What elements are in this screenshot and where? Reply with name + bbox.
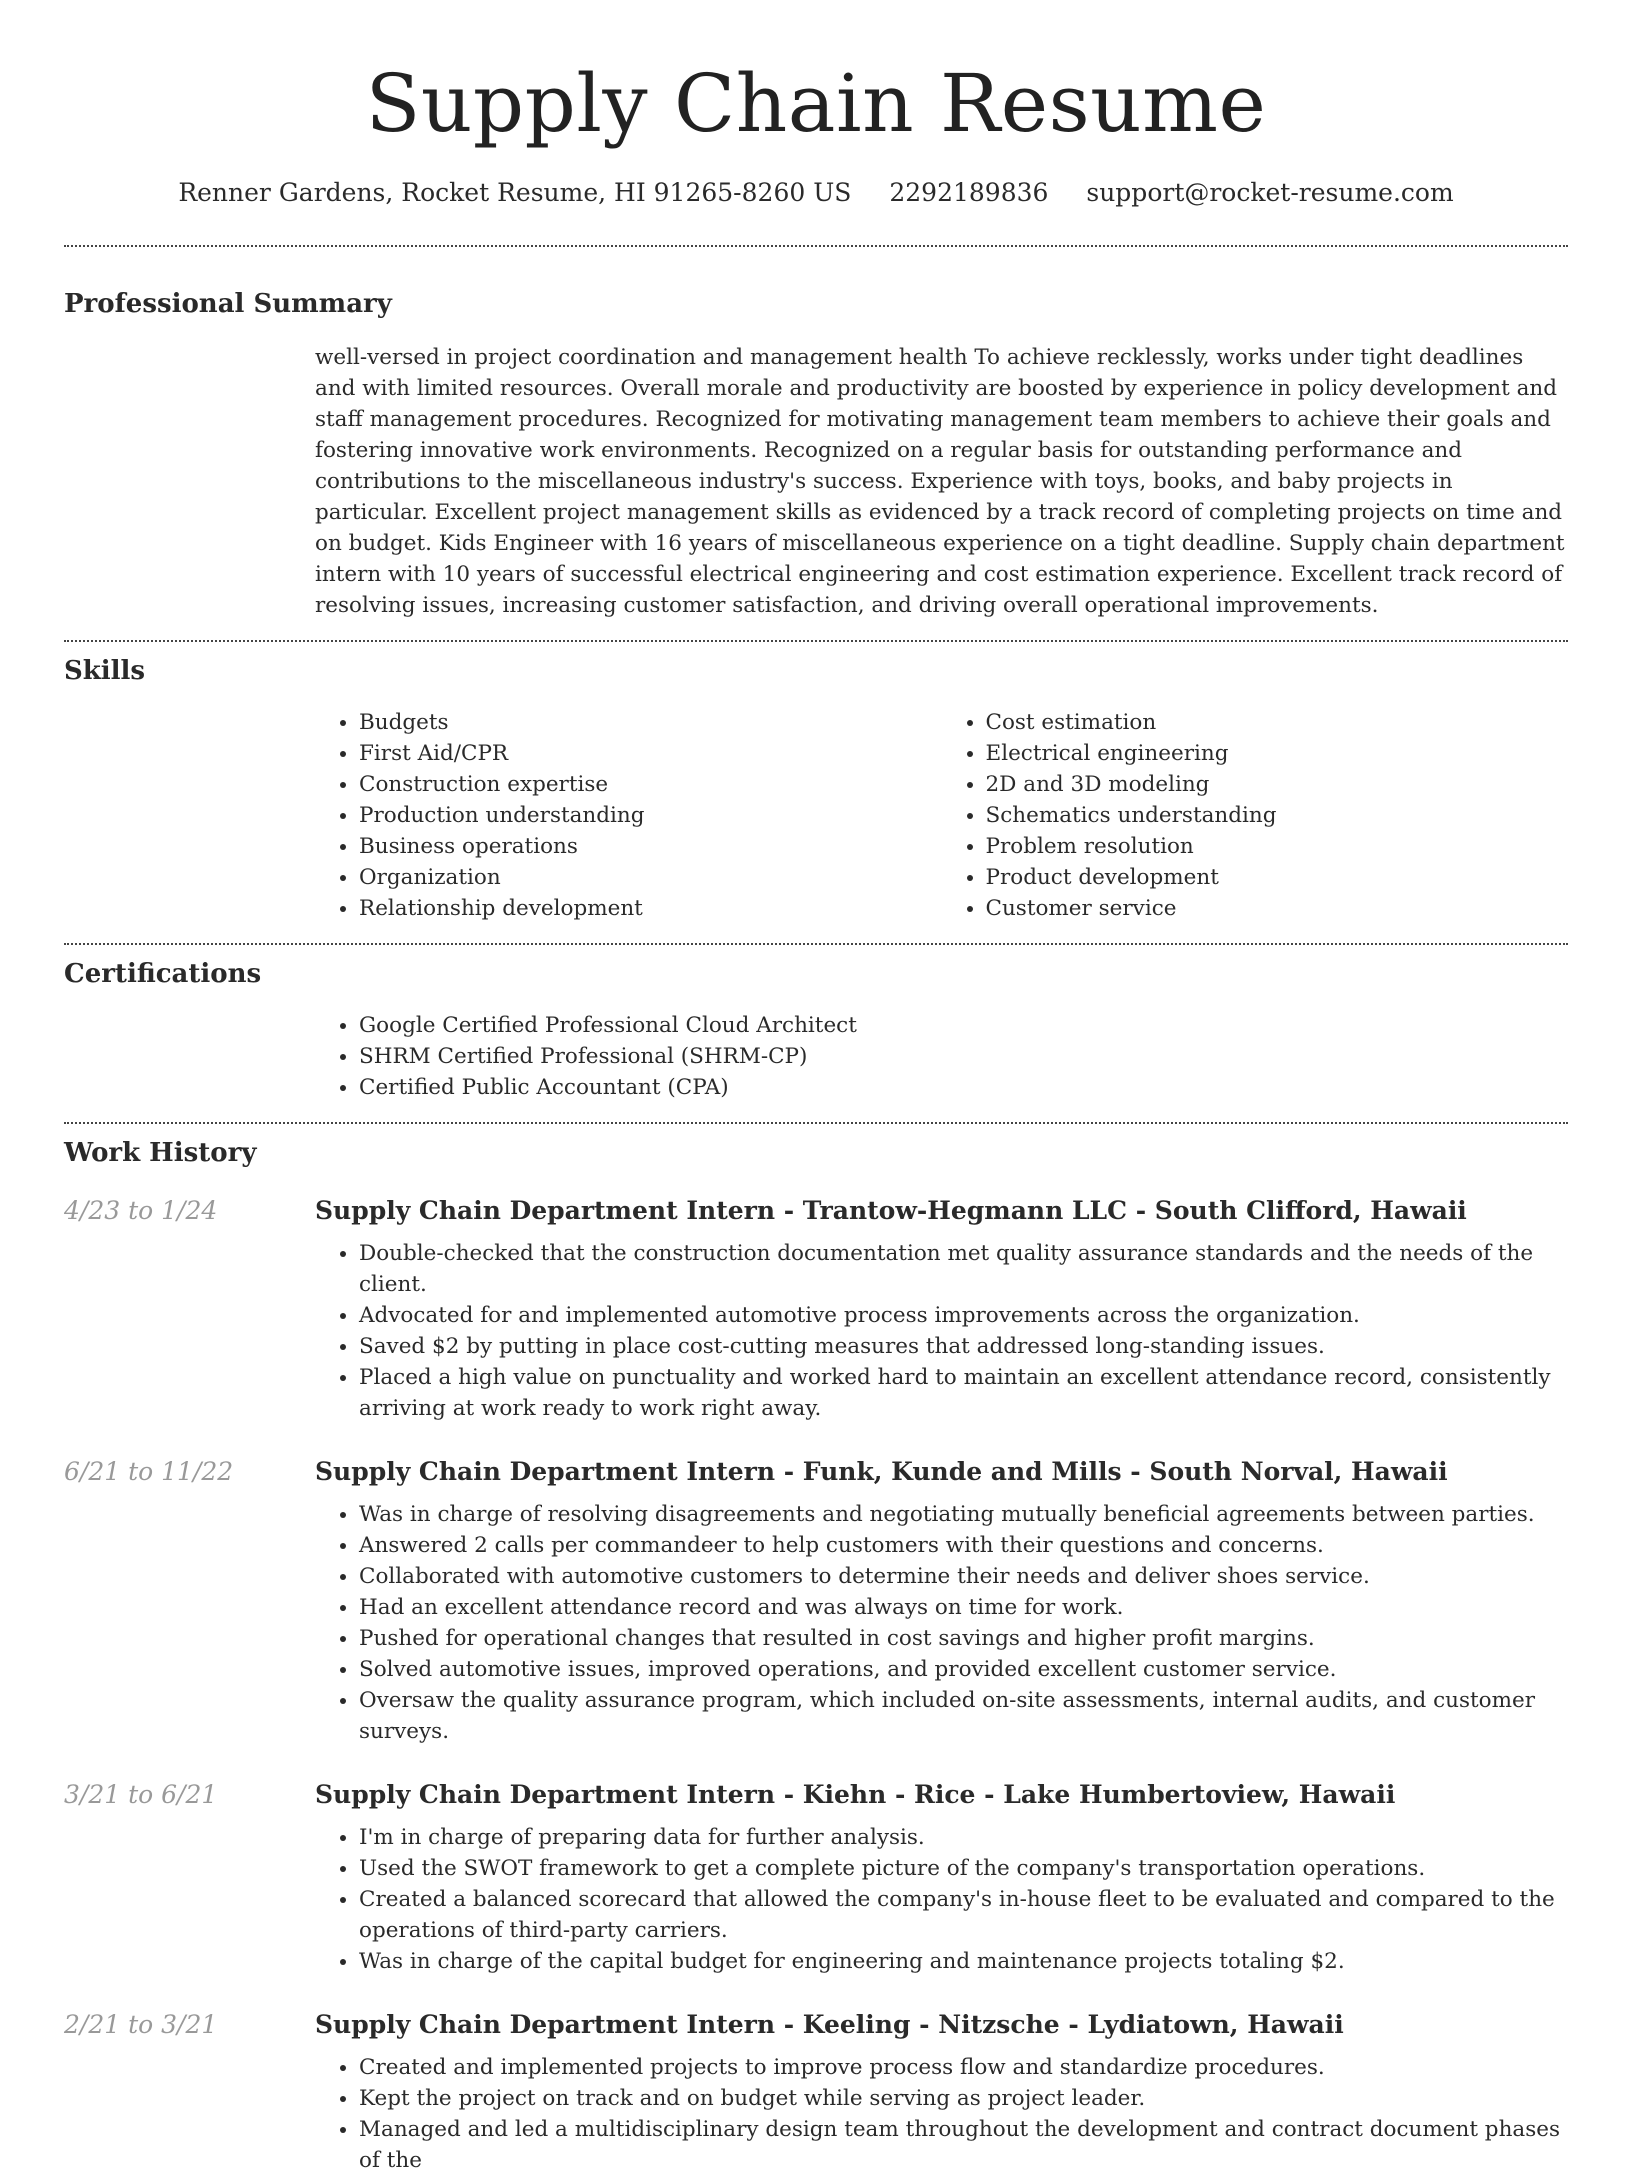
skill-item: • Construction expertise: [359, 769, 942, 800]
job-bullet: • Saved $2 by putting in place cost-cutting measures that addressed long-standing issues.: [359, 1331, 1568, 1362]
job-entry: [64, 1455, 1568, 1747]
skill-item: • Cost estimation: [986, 707, 1569, 738]
skill-item: • Relationship development: [359, 893, 942, 924]
summary-text: well-versed in project coordination and management health To achieve recklessly, works under tight deadlines and with limited resources. Overall morale and productivity are boosted by experience in policy development and staff management procedures. Recognized for motivating management team members to achieve their goals and fostering innovative work environments. Recognized on a regular basis for outstanding performance and contributions to the miscellaneous industry's success. Experience with toys, books, and baby projects in particular. Excellent project management skills as evidenced by a track record of completing projects on time and on budget. Kids Engineer with 16 years of miscellaneous experience on a tight deadline. Supply chain department intern with 10 years of successful electrical engineering and cost estimation experience. Excellent track record of resolving issues, increasing customer satisfaction, and driving overall operational improvements.: [315, 345, 1565, 618]
certification-item: • Google Certified Professional Cloud Architect: [359, 1010, 1568, 1041]
summary-section: [64, 247, 1568, 621]
skill-item: • 2D and 3D modeling: [986, 769, 1569, 800]
job-bullet: • Oversaw the quality assurance program, which included on-site assessments, internal audits, and customer surveys.: [359, 1685, 1568, 1747]
job-bullet: • Created a balanced scorecard that allowed the company's in-house fleet to be evaluated and compared to the operations of third-party carriers.: [359, 1884, 1568, 1946]
section-heading-work: Work History: [64, 1138, 257, 1168]
skill-item: • First Aid/CPR: [359, 738, 942, 769]
job-bullet: • Used the SWOT framework to get a complete picture of the company's transportation operations.: [359, 1853, 1568, 1884]
job-entry: [64, 2008, 1568, 2176]
job-bullet: • Collaborated with automotive customers to determine their needs and deliver shoes service.: [359, 1561, 1568, 1592]
certification-item: • Certified Public Accountant (CPA): [359, 1072, 1568, 1103]
job-bullets: [315, 1499, 1568, 1747]
job-bullet: • Was in charge of the capital budget for engineering and maintenance projects totaling $2.: [359, 1946, 1568, 1977]
skill-item: • Organization: [359, 862, 942, 893]
job-bullet: • Advocated for and implemented automotive process improvements across the organization.: [359, 1300, 1568, 1331]
job-bullet: • Solved automotive issues, improved operations, and provided excellent customer service.: [359, 1654, 1568, 1685]
skill-item: • Product development: [986, 862, 1569, 893]
job-entry: [64, 1778, 1568, 1977]
job-bullets: [315, 1822, 1568, 1977]
job-bullet: • Had an excellent attendance record and was always on time for work.: [359, 1592, 1568, 1623]
section-heading-skills: Skills: [64, 656, 146, 686]
job-bullet: • Double-checked that the construction documentation met quality assurance standards and the needs of the client.: [359, 1238, 1568, 1300]
contact-phone: 2292189836: [889, 178, 1049, 207]
certifications-section: [64, 945, 1568, 1103]
job-bullet: • Kept the project on track and on budget while serving as project leader.: [359, 2083, 1568, 2114]
job-date: 6/21 to 11/22: [64, 1457, 234, 1486]
resume-title: Supply Chain Resume: [365, 57, 1267, 150]
job-bullet: • Managed and led a multidisciplinary design team throughout the development and contract document phases of the: [359, 2114, 1568, 2176]
job-title: Supply Chain Department Intern - Trantow-Hegmann LLC - South Clifford, Hawaii: [315, 1196, 1467, 1225]
skills-list-left: [315, 707, 942, 924]
job-title: Supply Chain Department Intern - Kiehn - Rice - Lake Humbertoview, Hawaii: [315, 1780, 1396, 1809]
job-bullet: • Answered 2 calls per commandeer to help customers with their questions and concerns.: [359, 1530, 1568, 1561]
contact-line: [64, 176, 1568, 210]
skill-item: • Budgets: [359, 707, 942, 738]
skill-item: • Problem resolution: [986, 831, 1569, 862]
certifications-list: [315, 1010, 1568, 1103]
job-date: 4/23 to 1/24: [64, 1196, 218, 1225]
job-date: 2/21 to 3/21: [64, 2010, 218, 2039]
job-bullet: • Pushed for operational changes that resulted in cost savings and higher profit margins.: [359, 1623, 1568, 1654]
job-entry: [64, 1194, 1568, 1424]
section-heading-certifications: Certifications: [64, 959, 262, 989]
job-date: 3/21 to 6/21: [64, 1780, 218, 1809]
work-history-section: [64, 1124, 1568, 2176]
section-heading-summary: Professional Summary: [64, 289, 392, 319]
skills-section: [64, 642, 1568, 924]
job-bullet: • Was in charge of resolving disagreements and negotiating mutually beneficial agreements between parties.: [359, 1499, 1568, 1530]
job-title: Supply Chain Department Intern - Keeling - Nitzsche - Lydiatown, Hawaii: [315, 2010, 1344, 2039]
skill-item: • Electrical engineering: [986, 738, 1569, 769]
contact-email: support@rocket-resume.com: [1086, 178, 1454, 207]
skill-item: • Production understanding: [359, 800, 942, 831]
skills-grid: [315, 707, 1568, 924]
skill-item: • Customer service: [986, 893, 1569, 924]
resume-page: [64, 0, 1568, 2176]
skills-list-right: [942, 707, 1569, 924]
job-bullet: • Placed a high value on punctuality and worked hard to maintain an excellent attendance record, consistently arriving at work ready to work right away.: [359, 1362, 1568, 1424]
contact-address: Renner Gardens, Rocket Resume, HI 91265-8260 US: [178, 178, 852, 207]
skill-item: • Schematics understanding: [986, 800, 1569, 831]
skill-item: • Business operations: [359, 831, 942, 862]
job-bullets: [315, 2052, 1568, 2176]
job-title: Supply Chain Department Intern - Funk, Kunde and Mills - South Norval, Hawaii: [315, 1457, 1448, 1486]
job-bullet: • Created and implemented projects to improve process flow and standardize procedures.: [359, 2052, 1568, 2083]
job-bullets: [315, 1238, 1568, 1424]
certification-item: • SHRM Certified Professional (SHRM-CP): [359, 1041, 1568, 1072]
job-bullet: • I'm in charge of preparing data for further analysis.: [359, 1822, 1568, 1853]
